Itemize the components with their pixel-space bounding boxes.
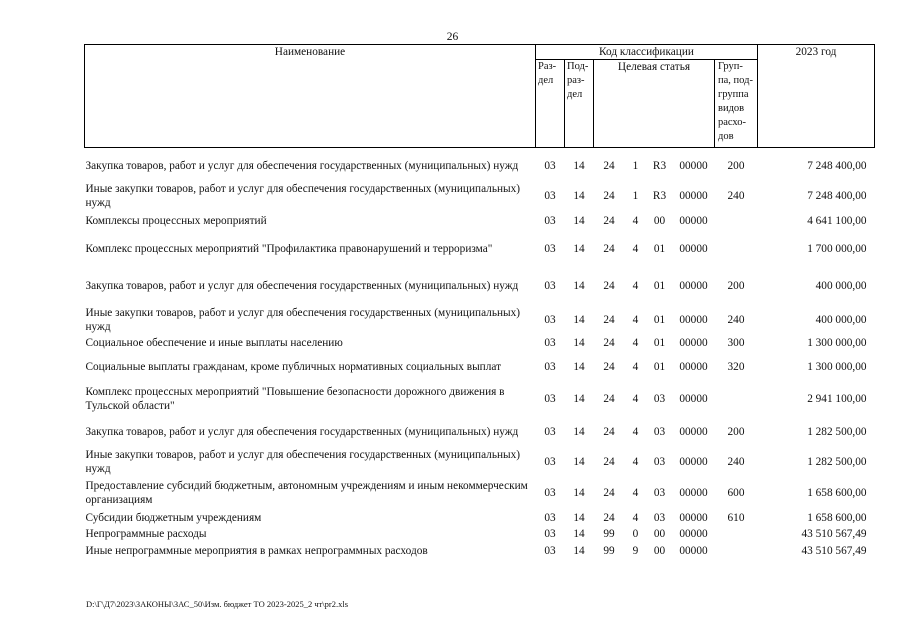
row-target-program: 24	[603, 313, 615, 326]
row-amount: 1 300 000,00	[807, 360, 867, 373]
row-amount: 1 282 500,00	[807, 425, 867, 438]
row-razdel: 03	[544, 455, 556, 468]
row-amount: 1 700 000,00	[807, 243, 867, 255]
row-podrazdel: 14	[573, 393, 585, 405]
row-target-event: 01	[653, 313, 666, 326]
row-podrazdel: 14	[573, 544, 585, 557]
row-name: Социальные выплаты гражданам, кроме публичных нормативных социальных выплат	[85, 360, 502, 373]
row-name: Иные закупки товаров, работ и услуг для обеспечения государственных (муниципальных) нужд	[85, 448, 521, 475]
row-name: Закупка товаров, работ и услуг для обеспечения государственных (муниципальных) нужд	[85, 425, 519, 438]
row-razdel: 03	[544, 280, 556, 292]
row-target-program: 24	[603, 336, 615, 349]
row-target-type: 4	[632, 393, 639, 405]
row-expense-group: 300	[727, 336, 745, 349]
row-target-type: 0	[632, 528, 639, 540]
row-amount: 1 282 500,00	[807, 455, 867, 468]
row-target-event: 01	[653, 243, 666, 255]
row-target-direction: 00000	[679, 455, 708, 468]
row-razdel: 03	[544, 313, 556, 326]
row-target-program: 24	[603, 190, 615, 202]
row-name: Субсидии бюджетным учреждениям	[85, 512, 262, 524]
page-number: 26	[446, 31, 459, 43]
row-target-direction: 00000	[679, 336, 708, 349]
row-name: Иные закупки товаров, работ и услуг для обеспечения государственных (муниципальных) нужд	[85, 306, 521, 333]
row-expense-group	[715, 542, 758, 559]
budget-table	[84, 44, 875, 559]
row-expense-group: 240	[727, 190, 745, 202]
row-target-type: 4	[632, 487, 639, 499]
row-name: Комплексы процессных мероприятий	[85, 214, 267, 227]
row-target-direction: 00000	[679, 425, 708, 438]
row-expense-group: 240	[727, 313, 745, 326]
row-amount: 400 000,00	[815, 313, 867, 326]
table-body	[85, 148, 875, 560]
row-name: Предоставление субсидий бюджетным, автономным учреждениям и иным некоммерческим организациям	[85, 480, 528, 506]
row-amount: 2 941 100,00	[807, 393, 867, 405]
row-expense-group: 200	[727, 280, 745, 292]
header-target: Целевая статья	[594, 60, 715, 148]
row-name: Закупка товаров, работ и услуг для обеспечения государственных (муниципальных) нужд	[85, 160, 519, 172]
row-expense-group	[715, 382, 758, 416]
row-podrazdel: 14	[573, 455, 585, 468]
row-target-program: 24	[603, 214, 615, 227]
row-target-program: 24	[603, 280, 615, 292]
row-amount: 43 510 567,49	[801, 544, 867, 557]
row-podrazdel: 14	[573, 280, 585, 292]
row-target-type: 9	[632, 544, 639, 557]
row-razdel: 03	[544, 336, 556, 349]
row-target-direction: 00000	[679, 487, 708, 499]
table-row	[85, 231, 875, 267]
row-target-program: 24	[603, 512, 615, 524]
row-podrazdel: 14	[573, 528, 585, 540]
row-target-program: 24	[603, 425, 615, 438]
row-podrazdel: 14	[573, 336, 585, 349]
row-target-program: 24	[603, 360, 615, 373]
row-podrazdel: 14	[573, 512, 585, 524]
row-amount: 1 658 600,00	[807, 512, 867, 524]
header-group: Груп- па, под- группа видов расхо- дов	[715, 60, 758, 148]
row-target-program: 24	[603, 487, 615, 499]
row-expense-group: 200	[727, 160, 745, 172]
table-row	[85, 351, 875, 382]
row-expense-group: 240	[727, 455, 745, 468]
row-target-type: 4	[632, 280, 639, 292]
row-razdel: 03	[544, 214, 556, 227]
row-expense-group	[715, 231, 758, 267]
row-name: Иные непрограммные мероприятия в рамках непрограммных расходов	[85, 544, 428, 557]
header-year: 2023 год	[758, 45, 875, 148]
row-target-type: 4	[632, 214, 639, 227]
row-name: Комплекс процессных мероприятий "Профилактика правонарушений и терроризма"	[85, 243, 493, 255]
row-target-program: 99	[603, 528, 615, 540]
row-amount: 1 658 600,00	[807, 487, 867, 499]
row-target-event: R3	[652, 160, 667, 172]
row-target-direction: 00000	[679, 313, 708, 326]
table-row	[85, 447, 875, 476]
row-target-direction: 00000	[679, 360, 708, 373]
table-row	[85, 305, 875, 334]
row-name: Иные закупки товаров, работ и услуг для обеспечения государственных (муниципальных) нужд	[85, 183, 521, 209]
row-razdel: 03	[544, 360, 556, 373]
row-target-event: 03	[653, 512, 666, 524]
row-name: Непрограммные расходы	[85, 528, 207, 540]
row-amount: 4 641 100,00	[807, 214, 867, 227]
table-row	[85, 416, 875, 447]
row-razdel: 03	[544, 544, 556, 557]
row-target-event: 03	[653, 487, 666, 499]
row-expense-group: 610	[727, 512, 745, 524]
row-target-type: 4	[632, 425, 639, 438]
row-target-event: 00	[653, 214, 666, 227]
row-podrazdel: 14	[573, 190, 585, 202]
row-podrazdel: 14	[573, 243, 585, 255]
row-podrazdel: 14	[573, 425, 585, 438]
row-target-type: 4	[632, 360, 639, 373]
footer-path: D:\Г\Д7\2023\ЗАКОНЫ\ЗАС_50\Изм. бюджет ТО 2023-2025_2 чт\pr2.xls	[86, 599, 349, 609]
table-row	[85, 382, 875, 416]
row-podrazdel: 14	[573, 160, 585, 172]
row-target-type: 1	[632, 160, 639, 172]
row-target-type: 4	[632, 455, 639, 468]
row-expense-group: 600	[727, 487, 745, 499]
row-target-direction: 00000	[679, 190, 708, 202]
row-target-direction: 00000	[679, 160, 708, 172]
row-target-direction: 00000	[679, 214, 708, 227]
table-row	[85, 210, 875, 231]
table-header	[85, 45, 875, 148]
header-name: Наименование	[85, 45, 536, 148]
table-row	[85, 510, 875, 526]
row-razdel: 03	[544, 487, 556, 499]
row-razdel: 03	[544, 243, 556, 255]
row-expense-group: 200	[727, 425, 745, 438]
row-target-direction: 00000	[679, 243, 708, 255]
row-target-program: 24	[603, 455, 615, 468]
row-razdel: 03	[544, 160, 556, 172]
row-amount: 43 510 567,49	[801, 528, 867, 540]
row-target-program: 99	[603, 544, 615, 557]
row-amount: 1 300 000,00	[807, 336, 867, 349]
row-target-event: 03	[653, 455, 666, 468]
row-target-type: 4	[632, 243, 639, 255]
row-target-direction: 00000	[679, 512, 708, 524]
header-subsection: Под- раз- дел	[565, 60, 594, 148]
table-row	[85, 526, 875, 542]
row-name: Закупка товаров, работ и услуг для обеспечения государственных (муниципальных) нужд	[85, 280, 519, 292]
row-target-event: 03	[653, 393, 666, 405]
row-name: Социальное обеспечение и иные выплаты населению	[85, 336, 343, 349]
row-target-direction: 00000	[679, 544, 708, 557]
row-razdel: 03	[544, 190, 556, 202]
row-target-event: 03	[653, 425, 666, 438]
row-target-event: 00	[653, 528, 666, 540]
row-target-direction: 00000	[679, 280, 708, 292]
row-podrazdel: 14	[573, 487, 585, 499]
row-razdel: 03	[544, 528, 556, 540]
row-expense-group: 320	[727, 360, 745, 373]
row-razdel: 03	[544, 512, 556, 524]
row-target-program: 24	[603, 160, 615, 172]
row-target-event: 00	[653, 544, 666, 557]
table-row	[85, 542, 875, 559]
row-target-event: 01	[653, 360, 666, 373]
row-target-program: 24	[603, 393, 615, 405]
row-podrazdel: 14	[573, 313, 585, 326]
row-target-program: 24	[603, 243, 615, 255]
row-podrazdel: 14	[573, 214, 585, 227]
row-target-direction: 00000	[679, 393, 708, 405]
table-row	[85, 334, 875, 351]
row-expense-group	[715, 526, 758, 542]
row-expense-group	[715, 210, 758, 231]
row-razdel: 03	[544, 393, 556, 405]
row-target-event: 01	[653, 336, 666, 349]
row-amount: 7 248 400,00	[807, 190, 867, 202]
header-section: Раз- дел	[536, 60, 565, 148]
row-target-type: 1	[632, 190, 639, 202]
row-target-event: 01	[653, 280, 666, 292]
row-target-type: 4	[632, 336, 639, 349]
row-amount: 400 000,00	[815, 280, 867, 292]
table-row	[85, 267, 875, 305]
row-target-event: R3	[652, 190, 667, 202]
row-razdel: 03	[544, 425, 556, 438]
row-name: Комплекс процессных мероприятий "Повышение безопасности дорожного движения в Тульской области"	[85, 386, 505, 412]
row-target-type: 4	[632, 313, 639, 326]
table-row	[85, 150, 875, 182]
row-target-type: 4	[632, 512, 639, 524]
row-amount: 7 248 400,00	[807, 160, 867, 172]
row-target-direction: 00000	[679, 528, 708, 540]
table-row	[85, 476, 875, 510]
row-podrazdel: 14	[573, 360, 585, 373]
table-row	[85, 182, 875, 210]
header-code: Код классификации	[536, 45, 758, 60]
